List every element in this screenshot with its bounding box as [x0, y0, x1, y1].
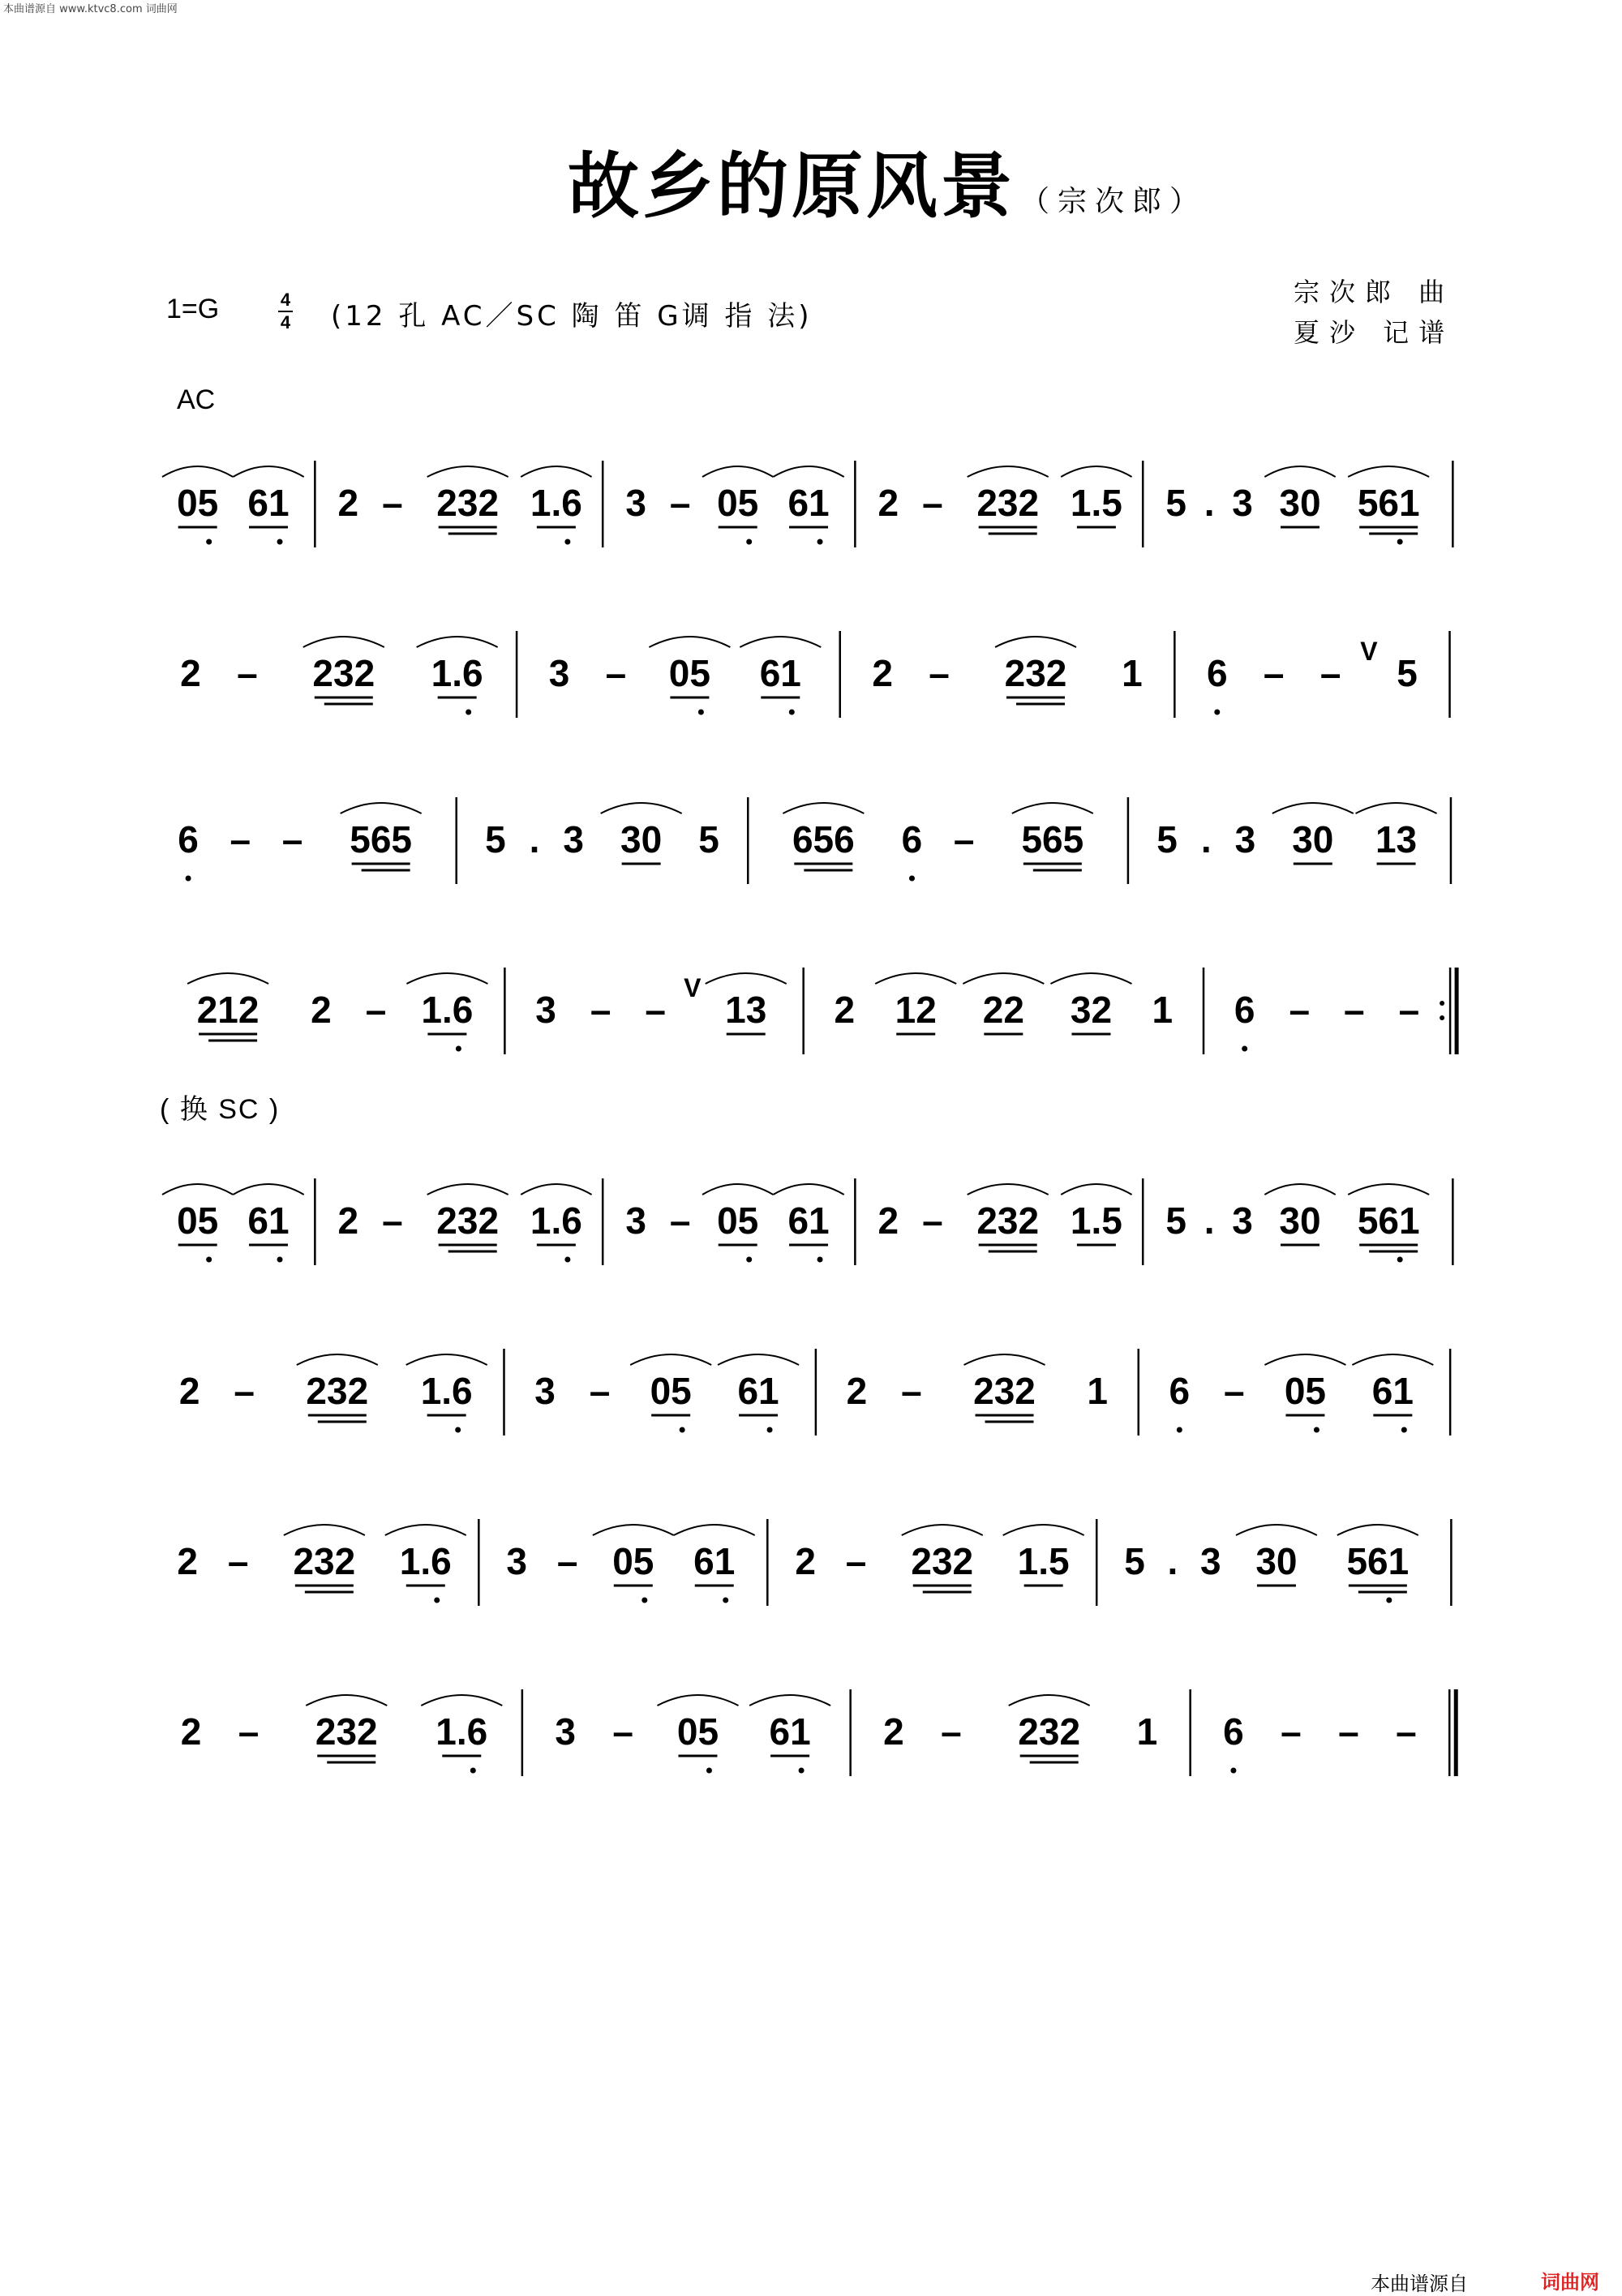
- low-octave-dot: [1386, 1598, 1392, 1603]
- slur: [964, 1354, 1045, 1365]
- note: 61: [693, 1540, 736, 1582]
- dash-note: –: [227, 1540, 249, 1582]
- note: 3: [563, 818, 584, 860]
- note: 2: [180, 652, 201, 694]
- low-octave-dot: [186, 876, 191, 882]
- slur: [385, 1525, 466, 1535]
- note: 3: [1234, 818, 1256, 860]
- note: 561: [1346, 1540, 1410, 1582]
- low-octave-dot: [817, 539, 823, 545]
- slur: [1348, 1184, 1429, 1195]
- low-octave-dot: [1177, 1427, 1182, 1433]
- transcriber-credit: 夏沙 记谱: [1294, 317, 1455, 348]
- slur: [1272, 803, 1354, 813]
- dash-note: –: [941, 1710, 962, 1753]
- time-signature-bottom: 4: [280, 312, 291, 333]
- low-octave-dot: [206, 539, 212, 545]
- note: 232: [306, 1370, 369, 1412]
- note: 05: [650, 1370, 692, 1412]
- note: 2: [180, 1710, 202, 1753]
- low-octave-dot: [277, 1257, 283, 1263]
- dash-note: –: [382, 1199, 403, 1242]
- section-label-ac: AC: [177, 384, 216, 415]
- note: 232: [312, 652, 375, 694]
- low-octave-dot: [817, 1257, 823, 1263]
- note: 61: [787, 482, 830, 524]
- staff-line: [0, 1172, 1622, 1269]
- dash-note: –: [556, 1540, 578, 1582]
- subtitle: （宗次郎）: [1020, 185, 1208, 218]
- note: 5: [698, 818, 719, 860]
- low-octave-dot: [206, 1257, 212, 1263]
- slur: [1009, 1695, 1090, 1706]
- note: 05: [177, 1199, 219, 1242]
- note: 565: [1021, 818, 1084, 860]
- note: 61: [787, 1199, 830, 1242]
- note: 3: [625, 1199, 646, 1242]
- note: 232: [1018, 1710, 1081, 1753]
- note: 30: [1279, 482, 1321, 524]
- dash-note: –: [901, 1370, 922, 1412]
- low-octave-dot: [746, 539, 752, 545]
- note: 656: [792, 818, 855, 860]
- low-octave-dot: [564, 1257, 570, 1263]
- note: 2: [311, 989, 332, 1031]
- note: 5: [485, 818, 506, 860]
- note: 05: [668, 652, 710, 694]
- staff-line: [0, 961, 1622, 1058]
- slur: [1352, 1354, 1433, 1365]
- low-octave-dot: [789, 710, 795, 715]
- staff-line: [0, 1342, 1622, 1440]
- staff-line: [0, 454, 1622, 551]
- note: 61: [247, 482, 290, 524]
- slur: [427, 466, 508, 477]
- low-octave-dot: [767, 1427, 773, 1433]
- note: 3: [1199, 1540, 1221, 1582]
- slur: [306, 1695, 387, 1706]
- note: 2: [846, 1370, 868, 1412]
- note: 2: [883, 1710, 904, 1753]
- slur: [740, 637, 821, 647]
- slur: [593, 1525, 674, 1535]
- note: 2: [337, 1199, 359, 1242]
- dash-note: –: [365, 989, 387, 1031]
- slur: [968, 466, 1049, 477]
- note: 3: [535, 989, 556, 1031]
- note: .: [1204, 1199, 1215, 1242]
- key-signature: 1=G: [166, 294, 220, 324]
- title-block: [568, 130, 1207, 232]
- slur: [427, 1184, 508, 1195]
- breath-mark: V: [684, 973, 702, 1002]
- slur: [521, 466, 591, 477]
- slur: [1061, 1184, 1131, 1195]
- note: 3: [1232, 1199, 1253, 1242]
- slur: [963, 973, 1044, 984]
- dash-note: –: [1289, 989, 1311, 1031]
- dash-note: –: [605, 652, 627, 694]
- note: 2: [872, 652, 893, 694]
- slur: [783, 803, 864, 813]
- slur: [749, 1695, 830, 1706]
- note: 05: [612, 1540, 654, 1582]
- composer-credit: 宗次郎 曲: [1294, 277, 1455, 307]
- site-logo: 词曲网: [1541, 2271, 1599, 2294]
- slur: [406, 1354, 487, 1365]
- dash-note: –: [929, 652, 950, 694]
- dash-note: –: [1338, 1710, 1359, 1753]
- dash-note: –: [238, 1710, 260, 1753]
- staff-line: [0, 1513, 1622, 1610]
- note: 05: [177, 482, 219, 524]
- staff-line: [0, 624, 1622, 722]
- watermark-bottom: 本曲谱源自: [1371, 2272, 1468, 2295]
- note: 5: [1165, 1199, 1186, 1242]
- time-signature: [273, 290, 298, 333]
- breath-mark: V: [1360, 637, 1378, 666]
- fingering-note: (12 孔 AC／SC 陶 笛 G调 指 法): [331, 300, 813, 333]
- slur: [875, 973, 956, 984]
- dash-note: –: [669, 1199, 691, 1242]
- low-octave-dot: [1242, 1046, 1247, 1052]
- low-octave-dot: [1401, 1427, 1407, 1433]
- slur: [1236, 1525, 1317, 1535]
- slur: [773, 466, 843, 477]
- note: 232: [911, 1540, 974, 1582]
- note: 232: [976, 482, 1040, 524]
- note: 61: [1371, 1370, 1414, 1412]
- low-octave-dot: [1214, 710, 1220, 715]
- note: 6: [1223, 1710, 1244, 1753]
- dash-note: –: [382, 482, 403, 524]
- note: 1.6: [436, 1710, 488, 1753]
- note: 6: [178, 818, 199, 860]
- note: 561: [1357, 1199, 1420, 1242]
- slur: [995, 637, 1076, 647]
- note: 6: [1169, 1370, 1191, 1412]
- low-octave-dot: [1397, 1257, 1403, 1263]
- note: 232: [293, 1540, 356, 1582]
- note: 2: [878, 482, 899, 524]
- slur: [1050, 973, 1131, 984]
- note: 1.6: [530, 482, 582, 524]
- note: 1.5: [1070, 1199, 1122, 1242]
- slur: [674, 1525, 755, 1535]
- low-octave-dot: [799, 1768, 805, 1774]
- slur: [303, 637, 384, 647]
- note: 1: [1087, 1370, 1108, 1412]
- note: 6: [901, 818, 923, 860]
- slur: [630, 1354, 711, 1365]
- slur: [601, 803, 682, 813]
- note: 1.6: [420, 1370, 473, 1412]
- low-octave-dot: [746, 1257, 752, 1263]
- note: 2: [178, 1370, 200, 1412]
- note: 13: [1375, 818, 1418, 860]
- slur: [657, 1695, 738, 1706]
- dash-note: –: [230, 818, 251, 860]
- low-octave-dot: [698, 710, 704, 715]
- note: 232: [315, 1710, 378, 1753]
- note: 232: [973, 1370, 1036, 1412]
- note: 1.6: [431, 652, 483, 694]
- dash-note: –: [1223, 1370, 1245, 1412]
- note: 61: [737, 1370, 779, 1412]
- note: .: [1200, 818, 1212, 860]
- time-signature-top: 4: [280, 290, 291, 310]
- dash-note: –: [645, 989, 666, 1031]
- staff-line: [0, 1683, 1622, 1780]
- dash-note: –: [234, 1370, 255, 1412]
- note: 05: [717, 1199, 759, 1242]
- section-label-sc: ( 换 SC ): [160, 1094, 281, 1125]
- dash-note: –: [1319, 652, 1341, 694]
- slur: [297, 1354, 378, 1365]
- slur: [341, 803, 422, 813]
- note: 3: [555, 1710, 576, 1753]
- low-octave-dot: [455, 1427, 461, 1433]
- dash-note: –: [237, 652, 258, 694]
- low-octave-dot: [564, 539, 570, 545]
- note: 1: [1152, 989, 1174, 1031]
- slur: [702, 1184, 773, 1195]
- note: 1.6: [399, 1540, 452, 1582]
- note: 3: [548, 652, 570, 694]
- low-octave-dot: [1230, 1768, 1236, 1774]
- note: 232: [976, 1199, 1040, 1242]
- note: 61: [769, 1710, 811, 1753]
- dash-note: –: [922, 482, 943, 524]
- note: 232: [436, 1199, 500, 1242]
- note: 05: [676, 1710, 719, 1753]
- slur: [233, 466, 303, 477]
- note: 2: [337, 482, 359, 524]
- dash-note: –: [1281, 1710, 1302, 1753]
- slur: [968, 1184, 1049, 1195]
- slur: [1264, 466, 1335, 477]
- note: 565: [350, 818, 412, 860]
- dash-note: –: [953, 818, 975, 860]
- slur: [1264, 1354, 1345, 1365]
- slur: [406, 973, 487, 984]
- note: 1.5: [1017, 1540, 1070, 1582]
- low-octave-dot: [277, 539, 283, 545]
- dash-note: –: [845, 1540, 867, 1582]
- slur: [1337, 1525, 1418, 1535]
- staff-line: [0, 791, 1622, 888]
- note: 1.6: [530, 1199, 582, 1242]
- note: 30: [620, 818, 663, 860]
- note: 2: [795, 1540, 816, 1582]
- note: 3: [506, 1540, 527, 1582]
- note: .: [529, 818, 540, 860]
- note: 2: [878, 1199, 899, 1242]
- dash-note: –: [1396, 1710, 1417, 1753]
- note: 232: [436, 482, 500, 524]
- slur: [718, 1354, 799, 1365]
- note: 1.5: [1070, 482, 1122, 524]
- slur: [417, 637, 498, 647]
- low-octave-dot: [909, 876, 915, 882]
- page-title: 故乡的原风景: [568, 144, 1016, 228]
- dash-note: –: [612, 1710, 633, 1753]
- note: 30: [1255, 1540, 1298, 1582]
- note: 5: [1397, 652, 1418, 694]
- note: 2: [177, 1540, 199, 1582]
- dash-note: –: [590, 989, 611, 1031]
- note: 1: [1136, 1710, 1158, 1753]
- note: 6: [1234, 989, 1255, 1031]
- low-octave-dot: [470, 1768, 476, 1774]
- low-octave-dot: [680, 1427, 685, 1433]
- slur: [284, 1525, 365, 1535]
- note: 561: [1357, 482, 1420, 524]
- note: 30: [1279, 1199, 1321, 1242]
- low-octave-dot: [642, 1598, 647, 1603]
- note: 32: [1070, 989, 1113, 1031]
- slur: [649, 637, 730, 647]
- note: 3: [534, 1370, 556, 1412]
- note: 2: [834, 989, 856, 1031]
- slur: [1012, 803, 1093, 813]
- note: 61: [247, 1199, 290, 1242]
- slur: [521, 1184, 591, 1195]
- slur: [421, 1695, 502, 1706]
- watermark-top: 本曲谱源自 www.ktvc8.com 词曲网: [3, 3, 178, 15]
- low-octave-dot: [434, 1598, 440, 1603]
- low-octave-dot: [706, 1768, 712, 1774]
- low-octave-dot: [723, 1598, 728, 1603]
- slur: [162, 1184, 233, 1195]
- slur: [1003, 1525, 1084, 1535]
- slur: [1264, 1184, 1335, 1195]
- note: 61: [759, 652, 801, 694]
- note: 5: [1124, 1540, 1145, 1582]
- note: .: [1204, 482, 1215, 524]
- low-octave-dot: [456, 1046, 461, 1052]
- dash-note: –: [1398, 989, 1420, 1031]
- note: 13: [725, 989, 767, 1031]
- note: 12: [895, 989, 937, 1031]
- note: .: [1167, 1540, 1178, 1582]
- slur: [233, 1184, 303, 1195]
- note: 3: [625, 482, 646, 524]
- note: 22: [982, 989, 1024, 1031]
- note: 1: [1122, 652, 1143, 694]
- dash-note: –: [1344, 989, 1365, 1031]
- note: 232: [1004, 652, 1067, 694]
- slur: [902, 1525, 983, 1535]
- dash-note: –: [922, 1199, 943, 1242]
- note: 05: [717, 482, 759, 524]
- note: 5: [1165, 482, 1186, 524]
- low-octave-dot: [1314, 1427, 1319, 1433]
- note: 5: [1156, 818, 1178, 860]
- dash-note: –: [1263, 652, 1285, 694]
- note: 6: [1206, 652, 1228, 694]
- dash-note: –: [589, 1370, 611, 1412]
- slur: [1356, 803, 1437, 813]
- note: 1.6: [421, 989, 474, 1031]
- slur: [702, 466, 773, 477]
- low-octave-dot: [1397, 539, 1403, 545]
- slur: [773, 1184, 843, 1195]
- slur: [1061, 466, 1131, 477]
- note: 30: [1292, 818, 1334, 860]
- dash-note: –: [281, 818, 303, 860]
- slur: [187, 973, 268, 984]
- dash-note: –: [669, 482, 691, 524]
- note: 212: [196, 989, 260, 1031]
- note: 05: [1284, 1370, 1326, 1412]
- slur: [162, 466, 233, 477]
- note: 3: [1232, 482, 1253, 524]
- low-octave-dot: [466, 710, 471, 715]
- slur: [1348, 466, 1429, 477]
